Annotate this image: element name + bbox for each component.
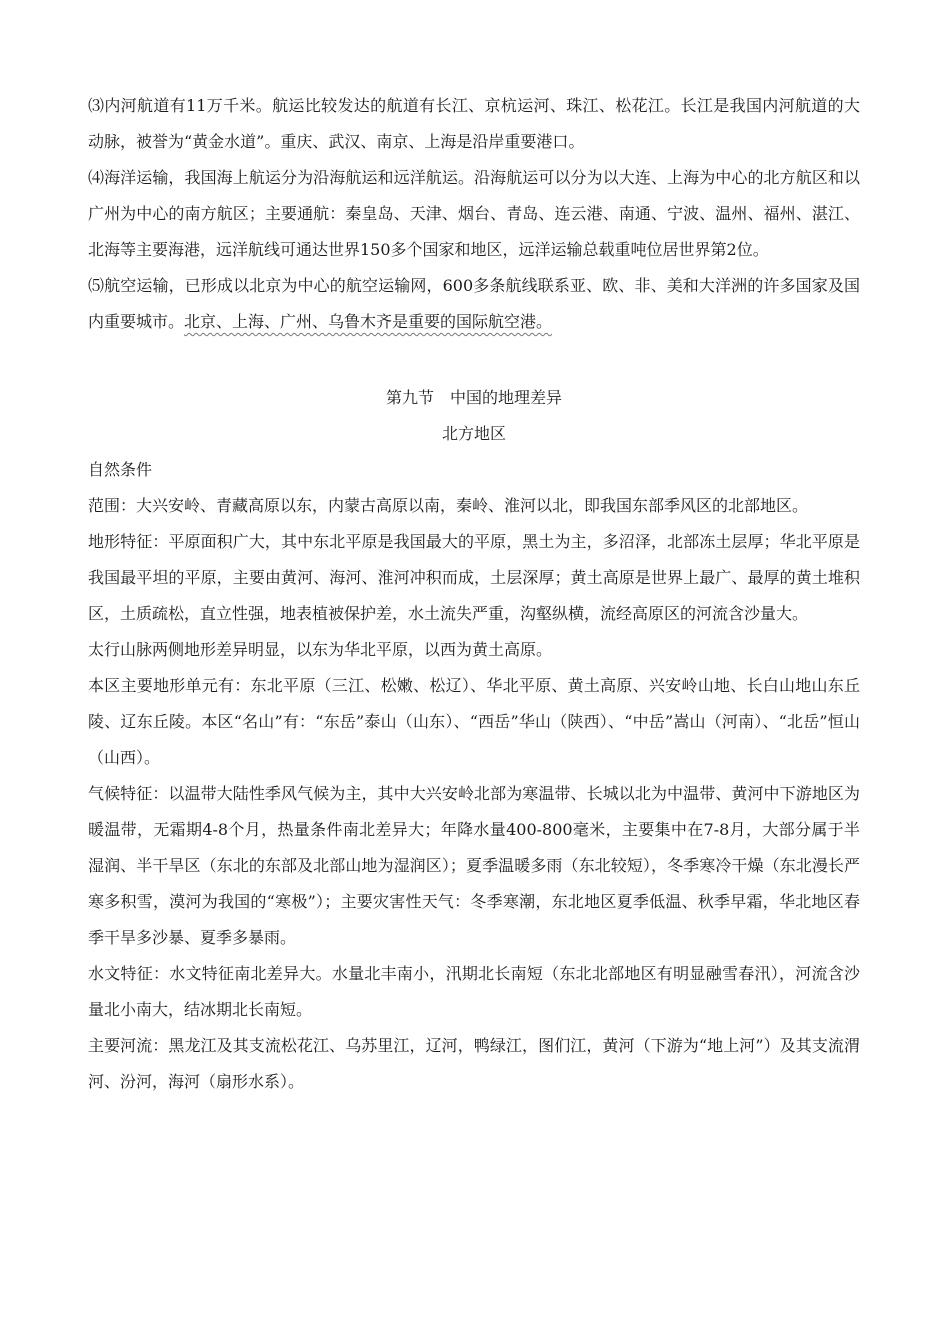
paragraph-rivers: 主要河流：黑龙江及其支流松花江、乌苏里江，辽河，鸭绿江，图们江，黄河（下游为“地上河”）及其支流渭河、汾河，海河（扇形水系）。 [88,1036,860,1091]
air-transport-text: ⑸航空运输，已形成以北京为中心的航空运输网，600多条航线联系亚、欧、非、美和大洋洲的许多国家及国内重要城市。 [88,276,860,331]
paragraph-terrain: 地形特征：平原面积广大，其中东北平原是我国最大的平原，黑土为主，多沼泽，北部冻土层厚；华北平原是我国最平坦的平原，主要由黄河、海河、淮河冲积而成，土层深厚；黄土高原是世界上最广、最厚的黄土堆积区，土质疏松，直立性强，地表植被保护差，水土流失严重，沟壑纵横，流经高原区的河流含沙量大。 [88,532,860,623]
paragraph-air-transport [88,268,860,340]
paragraph-climate: 气候特征：以温带大陆性季风气候为主，其中大兴安岭北部为寒温带、长城以北为中温带、黄河中下游地区为暖温带，无霜期4-8个月，热量条件南北差异大；年降水量400-800毫米，主要集中在7-8月，大部分属于半湿润、半干旱区（东北的东部及北部山地为湿润区）；夏季温暖多雨（东北较短），冬季寒冷干燥（东北漫长严寒多积雪，漠河为我国的“寒极”）；主要灾害性天气：冬季寒潮，东北地区夏季低温、秋季早霜，华北地区春季干旱多沙暴、夏季多暴雨。 [88,784,860,947]
document-page [88,88,860,1100]
section-subtitle: 北方地区 [441,424,506,443]
paragraph-hydrology: 水文特征：水文特征南北差异大。水量北丰南小，汛期北长南短（东北北部地区有明显融雪春汛），河流含沙量北小南大，结冰期北长南短。 [88,964,860,1019]
air-transport-hubs-emphasis: 北京、上海、广州、乌鲁木齐是重要的国际航空港。 [184,312,553,331]
section-title: 第九节 中国的地理差异 [385,388,562,407]
section-label: 自然条件 [88,460,153,479]
paragraph-range: 范围：大兴安岭、青藏高原以东，内蒙古高原以南，秦岭、淮河以北，即我国东部季风区的北部地区。 [88,496,809,515]
paragraph-inland-waterways: ⑶内河航道有11万千米。航运比较发达的航道有长江、京杭运河、珠江、松花江。长江是我国内河航道的大动脉，被誉为“黄金水道”。重庆、武汉、南京、上海是沿岸重要港口。 [88,96,860,151]
paragraph-terrain-units: 本区主要地形单元有：东北平原（三江、松嫩、松辽）、华北平原、黄土高原、兴安岭山地、长白山地山东丘陵、辽东丘陵。本区“名山”有：“东岳”泰山（山东）、“西岳”华山（陕西）、“中岳”嵩山（河南）、“北岳”恒山（山西）。 [88,676,860,767]
paragraph-taihang: 太行山脉两侧地形差异明显，以东为华北平原，以西为黄土高原。 [88,640,553,659]
paragraph-ocean-shipping: ⑷海洋运输，我国海上航运分为沿海航运和远洋航运。沿海航运可以分为以大连、上海为中心的北方航区和以广州为中心的南方航区；主要通航：秦皇岛、天津、烟台、青岛、连云港、南通、宁波、温州、福州、湛江、北海等主要海港，远洋航线可通达世界150多个国家和地区，远洋运输总载重吨位居世界第2位。 [88,168,860,259]
